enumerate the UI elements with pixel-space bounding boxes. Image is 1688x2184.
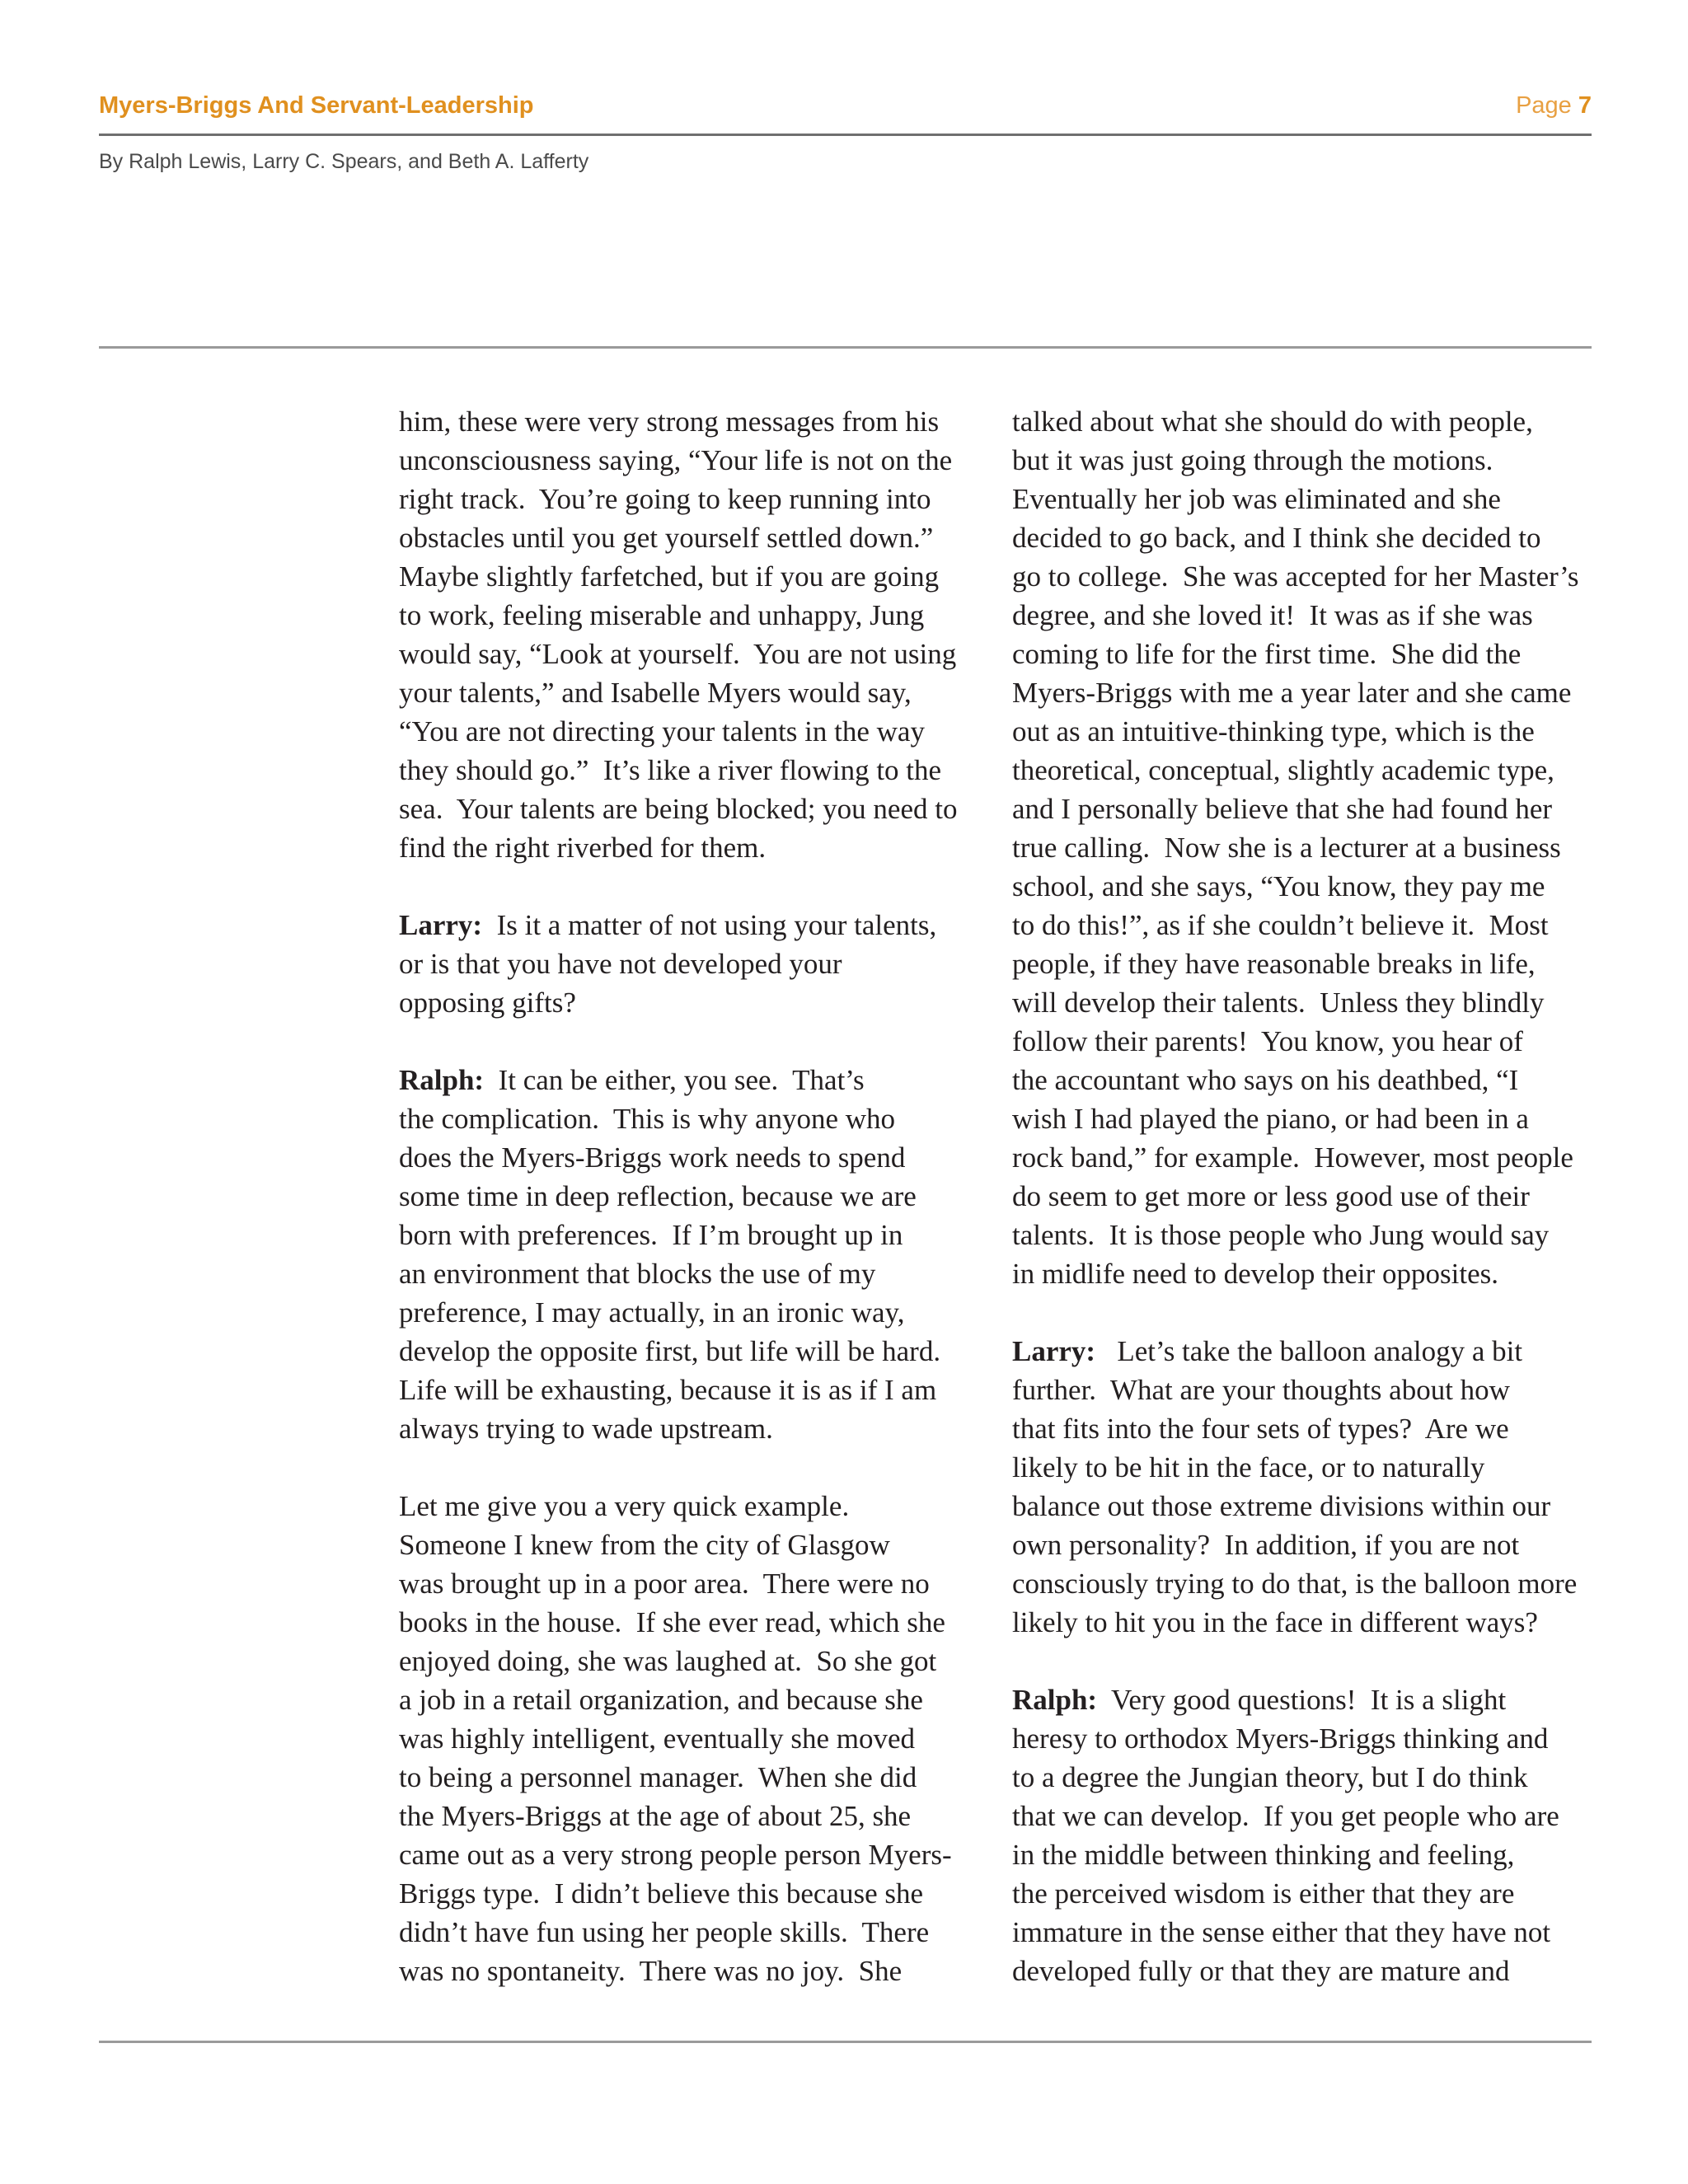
line-text: Life will be exhausting, because it is as if I am [399, 1374, 937, 1406]
speaker-label: Ralph: [1012, 1684, 1098, 1716]
text-line [1012, 983, 1597, 1022]
text-line [1012, 1797, 1597, 1835]
line-text: Very good questions! It is a slight [1097, 1684, 1507, 1716]
line-text: does the Myers-Briggs work needs to spend [399, 1141, 906, 1174]
line-text: It can be either, you see. That’s [484, 1064, 865, 1096]
line-text: talked about what she should do with people, [1012, 405, 1533, 438]
text-line [1012, 1254, 1597, 1293]
line-text: to being a personnel manager. When she did [399, 1761, 917, 1793]
line-text: decided to go back, and I think she decided to [1012, 522, 1541, 554]
text-line [399, 402, 996, 441]
line-text: rock band,” for example. However, most people [1012, 1141, 1573, 1174]
text-line [399, 1526, 996, 1564]
text-line [399, 1409, 996, 1448]
line-text: in midlife need to develop their opposites. [1012, 1258, 1499, 1290]
text-line [1012, 944, 1597, 983]
text-line [1012, 1177, 1597, 1216]
line-text: a job in a retail organization, and because she [399, 1684, 923, 1716]
line-text: was brought up in a poor area. There were no [399, 1568, 930, 1600]
text-line [1012, 1061, 1597, 1099]
speaker-label: Larry: [1012, 1335, 1096, 1367]
text-line [399, 1719, 996, 1758]
line-text: own personality? In addition, if you are not [1012, 1529, 1520, 1561]
footer-rule [99, 2041, 1592, 2043]
text-line [399, 828, 996, 867]
text-line [1012, 557, 1597, 596]
text-line [1012, 1526, 1597, 1564]
text-line [1012, 1564, 1597, 1603]
text-line [399, 1293, 996, 1332]
text-line [399, 480, 996, 518]
line-text: always trying to wade upstream. [399, 1413, 773, 1445]
text-line [1012, 1138, 1597, 1177]
text-line [399, 1797, 996, 1835]
line-text: school, and she says, “You know, they pay me [1012, 870, 1545, 902]
paragraph-break [399, 1448, 996, 1487]
line-text: obstacles until you get yourself settled down.” [399, 522, 934, 554]
line-text: Let me give you a very quick example. [399, 1490, 850, 1522]
text-line [399, 1332, 996, 1371]
line-text: the complication. This is why anyone who [399, 1103, 896, 1135]
line-text: unconsciousness saying, “Your life is not on the [399, 444, 953, 476]
text-line [1012, 402, 1597, 441]
text-line [399, 1254, 996, 1293]
text-line [399, 944, 996, 983]
line-text: do seem to get more or less good use of their [1012, 1180, 1530, 1212]
line-text: Someone I knew from the city of Glasgow [399, 1529, 890, 1561]
line-text: didn’t have fun using her people skills. There [399, 1916, 930, 1948]
text-line [1012, 480, 1597, 518]
text-line [399, 1216, 996, 1254]
text-line [1012, 441, 1597, 480]
text-line [399, 1913, 996, 1952]
text-line [399, 1061, 996, 1099]
line-text: to do this!”, as if she couldn’t believe it. Most [1012, 909, 1549, 941]
line-text: but it was just going through the motions. [1012, 444, 1493, 476]
line-text: out as an intuitive-thinking type, which is the [1012, 715, 1535, 748]
line-text: Let’s take the balloon analogy a bit [1095, 1335, 1523, 1367]
text-line [399, 557, 996, 596]
text-line [399, 1680, 996, 1719]
text-line [1012, 1216, 1597, 1254]
line-text: developed fully or that they are mature and [1012, 1955, 1510, 1987]
text-line [1012, 1409, 1597, 1448]
text-line [399, 1952, 996, 1990]
page-number-value: 7 [1578, 92, 1592, 119]
line-text: they should go.” It’s like a river flowing to the [399, 754, 942, 786]
text-line [1012, 1022, 1597, 1061]
text-line [399, 712, 996, 751]
text-line [1012, 1332, 1597, 1371]
text-line [399, 1874, 996, 1913]
section-divider [99, 346, 1592, 349]
line-text: and I personally believe that she had found her [1012, 793, 1553, 825]
text-line [1012, 1448, 1597, 1487]
line-text: wish I had played the piano, or had been in a [1012, 1103, 1529, 1135]
text-line [1012, 1371, 1597, 1409]
line-text: in the middle between thinking and feeling, [1012, 1839, 1515, 1871]
line-text: theoretical, conceptual, slightly academic type, [1012, 754, 1554, 786]
text-line [1012, 1835, 1597, 1874]
text-line [399, 441, 996, 480]
text-line [1012, 867, 1597, 906]
line-text: develop the opposite first, but life will be hard. [399, 1335, 941, 1367]
line-text: go to college. She was accepted for her Master’s [1012, 560, 1579, 593]
line-text: that fits into the four sets of types? Are we [1012, 1413, 1509, 1445]
text-line [399, 1564, 996, 1603]
line-text: “You are not directing your talents in the way [399, 715, 925, 748]
line-text: right track. You’re going to keep running into [399, 483, 931, 515]
line-text: was no spontaneity. There was no joy. She [399, 1955, 903, 1987]
line-text: sea. Your talents are being blocked; you need to [399, 793, 958, 825]
line-text: likely to be hit in the face, or to naturally [1012, 1451, 1485, 1483]
paragraph-break [399, 1022, 996, 1061]
line-text: the accountant who says on his deathbed, “I [1012, 1064, 1519, 1096]
byline: By Ralph Lewis, Larry C. Spears, and Beth A. Lafferty [99, 150, 589, 173]
line-text: to work, feeling miserable and unhappy, Jung [399, 599, 925, 631]
line-text: Eventually her job was eliminated and she [1012, 483, 1501, 515]
line-text: books in the house. If she ever read, which she [399, 1606, 945, 1638]
text-line [1012, 1487, 1597, 1526]
page-number [1516, 92, 1592, 120]
line-text: Myers-Briggs with me a year later and she came [1012, 677, 1572, 709]
text-line [1012, 751, 1597, 790]
text-line [1012, 1874, 1597, 1913]
line-text: the perceived wisdom is either that they are [1012, 1877, 1515, 1910]
text-line [399, 790, 996, 828]
line-text: further. What are your thoughts about how [1012, 1374, 1510, 1406]
text-line [1012, 1099, 1597, 1138]
line-text: would say, “Look at yourself. You are not using [399, 638, 957, 670]
text-line [399, 1487, 996, 1526]
text-line [1012, 1758, 1597, 1797]
line-text: follow their parents! You know, you hear of [1012, 1025, 1523, 1057]
text-line [399, 1603, 996, 1642]
line-text: preference, I may actually, in an ironic way, [399, 1296, 905, 1329]
paragraph-break [1012, 1293, 1597, 1332]
paragraph-break [399, 867, 996, 906]
line-text: people, if they have reasonable breaks in life, [1012, 948, 1536, 980]
line-text: enjoyed doing, she was laughed at. So she got [399, 1645, 937, 1677]
text-line [1012, 673, 1597, 712]
text-line [1012, 790, 1597, 828]
text-line [399, 635, 996, 673]
line-text: Is it a matter of not using your talents, [482, 909, 937, 941]
text-line [1012, 635, 1597, 673]
text-line [399, 1758, 996, 1797]
line-text: your talents,” and Isabelle Myers would say, [399, 677, 912, 709]
line-text: true calling. Now she is a lecturer at a business [1012, 832, 1561, 864]
text-line [399, 751, 996, 790]
line-text: degree, and she loved it! It was as if she was [1012, 599, 1533, 631]
line-text: came out as a very strong people person Myers- [399, 1839, 952, 1871]
line-text: balance out those extreme divisions within our [1012, 1490, 1551, 1522]
line-text: Briggs type. I didn’t believe this because she [399, 1877, 924, 1910]
left-column [399, 402, 996, 1990]
line-text: opposing gifts? [399, 987, 576, 1019]
text-line [1012, 906, 1597, 944]
line-text: talents. It is those people who Jung would say [1012, 1219, 1550, 1251]
line-text: was highly intelligent, eventually she moved [399, 1722, 915, 1755]
text-line [1012, 1952, 1597, 1990]
line-text: find the right riverbed for them. [399, 832, 767, 864]
paragraph-break [1012, 1642, 1597, 1680]
text-line [1012, 1680, 1597, 1719]
right-column [1012, 402, 1597, 1990]
line-text: some time in deep reflection, because we are [399, 1180, 917, 1212]
line-text: born with preferences. If I’m brought up in [399, 1219, 903, 1251]
speaker-label: Larry: [399, 909, 483, 941]
document-title: Myers-Briggs And Servant-Leadership [99, 92, 534, 119]
text-line [1012, 1719, 1597, 1758]
text-line [399, 673, 996, 712]
text-line [399, 596, 996, 635]
text-line [399, 1138, 996, 1177]
text-line [399, 518, 996, 557]
line-text: him, these were very strong messages from his [399, 405, 940, 438]
text-line [399, 1835, 996, 1874]
text-line [399, 983, 996, 1022]
text-line [1012, 1603, 1597, 1642]
text-line [1012, 518, 1597, 557]
text-line [399, 1099, 996, 1138]
line-text: that we can develop. If you get people who are [1012, 1800, 1559, 1832]
text-line [1012, 1913, 1597, 1952]
line-text: heresy to orthodox Myers-Briggs thinking and [1012, 1722, 1549, 1755]
line-text: will develop their talents. Unless they blindly [1012, 987, 1545, 1019]
text-line [399, 1642, 996, 1680]
line-text: Maybe slightly farfetched, but if you are going [399, 560, 940, 593]
line-text: an environment that blocks the use of my [399, 1258, 876, 1290]
line-text: coming to life for the first time. She did the [1012, 638, 1522, 670]
speaker-label: Ralph: [399, 1064, 485, 1096]
text-line [1012, 712, 1597, 751]
header-rule [99, 134, 1592, 136]
line-text: to a degree the Jungian theory, but I do think [1012, 1761, 1528, 1793]
line-text: immature in the sense either that they have not [1012, 1916, 1551, 1948]
line-text: the Myers-Briggs at the age of about 25, she [399, 1800, 912, 1832]
text-line [1012, 828, 1597, 867]
text-line [399, 906, 996, 944]
text-line [1012, 596, 1597, 635]
text-line [399, 1177, 996, 1216]
line-text: likely to hit you in the face in different ways? [1012, 1606, 1538, 1638]
line-text: or is that you have not developed your [399, 948, 842, 980]
page-label: Page [1516, 92, 1572, 119]
line-text: consciously trying to do that, is the balloon more [1012, 1568, 1578, 1600]
text-line [399, 1371, 996, 1409]
